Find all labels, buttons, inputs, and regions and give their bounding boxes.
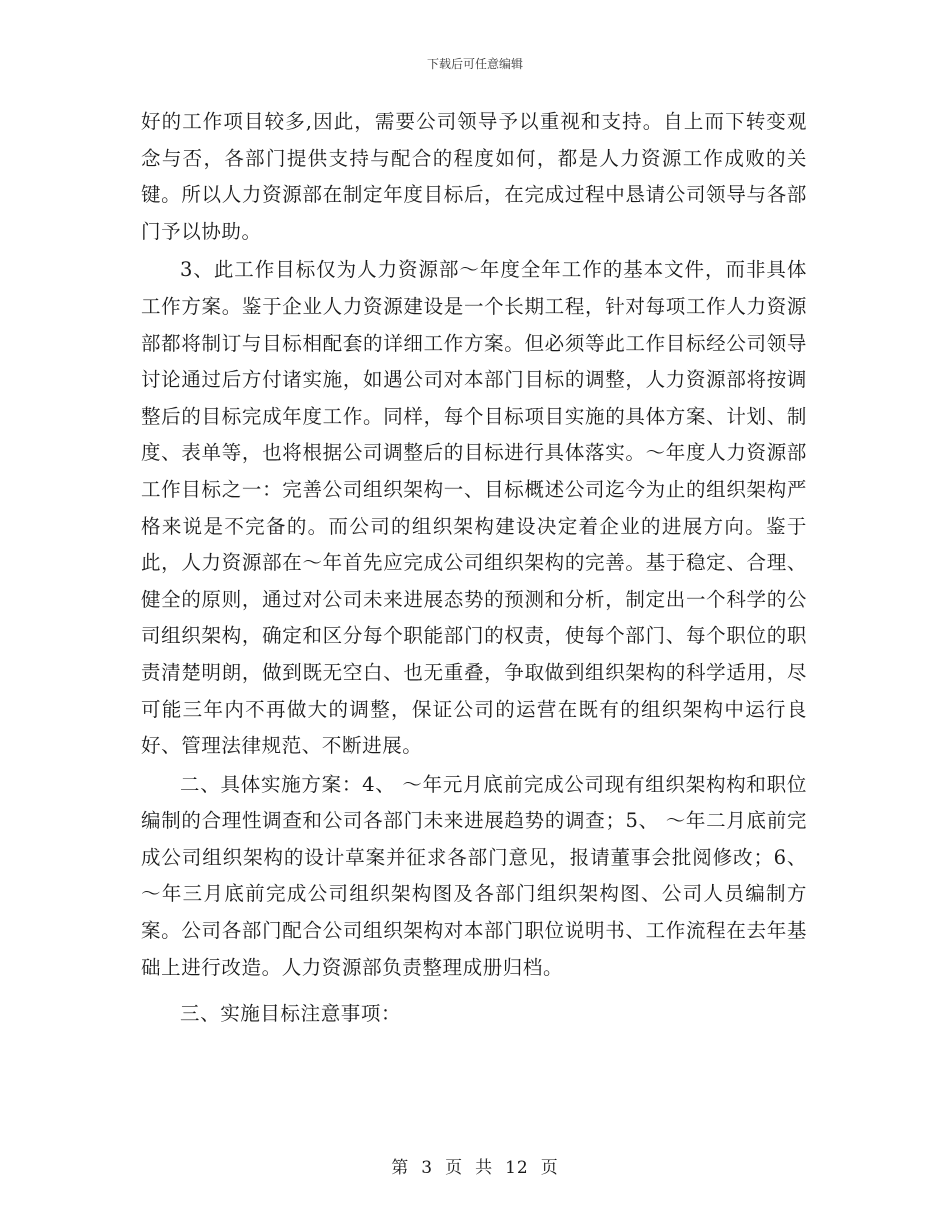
footer-mid1: 页 <box>445 1158 464 1178</box>
footer-suffix: 页 <box>540 1158 559 1178</box>
paragraph-implementation-plan: 二、具体实施方案：4、 ～年元月底前完成公司现有组织架构构和职位编制的合理性调查和公司各部门未来进展趋势的调查；5、 ～年二月底前完成公司组织架构的设计草案并征求各部门意见，报请董事会批阅修改；6、 ～年三月底前完成公司组织架构图及各部门组织架构图、公司人员编制方案。公司各部门配合公司组织架构对本部门职位说明书、工作流程在去年基础上进行改造。人力资源部负责整理成册归档。 <box>141 772 807 979</box>
paragraph-notes-heading: 三、实施目标注意事项： <box>180 1002 402 1026</box>
page-header: 下载后可任意编辑 <box>426 57 523 71</box>
footer-mid2: 共 <box>475 1158 494 1178</box>
document-body <box>141 104 807 1033</box>
paragraph-continuation: 好的工作项目较多,因此，需要公司领导予以重视和支持。自上而下转变观念与否，各部门提供支持与配合的程度如何，都是人力资源工作成败的关键。所以人力资源部在制定年度目标后，在完成过程中恳请公司领导与各部门予以协助。 <box>141 110 807 243</box>
footer-prefix: 第 <box>391 1158 410 1178</box>
paragraph-item-3: 3、此工作目标仅为人力资源部～年度全年工作的基本文件，而非具体工作方案。鉴于企业人力资源建设是一个长期工程，针对每项工作人力资源部都将制订与目标相配套的详细工作方案。但必须等此工作目标经公司领导讨论通过后方付诸实施，如遇公司对本部门目标的调整，人力资源部将按调整后的目标完成年度工作。同样，每个目标项目实施的具体方案、计划、制度、表单等，也将根据公司调整后的目标进行具体落实。～年度人力资源部工作目标之一：完善公司组织架构一、目标概述公司迄今为止的组织架构严格来说是不完备的。而公司的组织架构建设决定着企业的进展方向。鉴于此，人力资源部在～年首先应完成公司组织架构的完善。基于稳定、合理、健全的原则，通过对公司未来进展态势的预测和分析，制定出一个科学的公司组织架构，确定和区分每个职能部门的权责，使每个部门、每个职位的职责清楚明朗，做到既无空白、也无重叠，争取做到组织架构的科学适用，尽可能三年内不再做大的调整，保证公司的运营在既有的组织架构中运行良好、管理法律规范、不断进展。 <box>141 258 807 758</box>
footer-page-current: 3 <box>421 1158 434 1178</box>
page-footer <box>0 1153 950 1178</box>
footer-page-total: 12 <box>505 1158 529 1178</box>
